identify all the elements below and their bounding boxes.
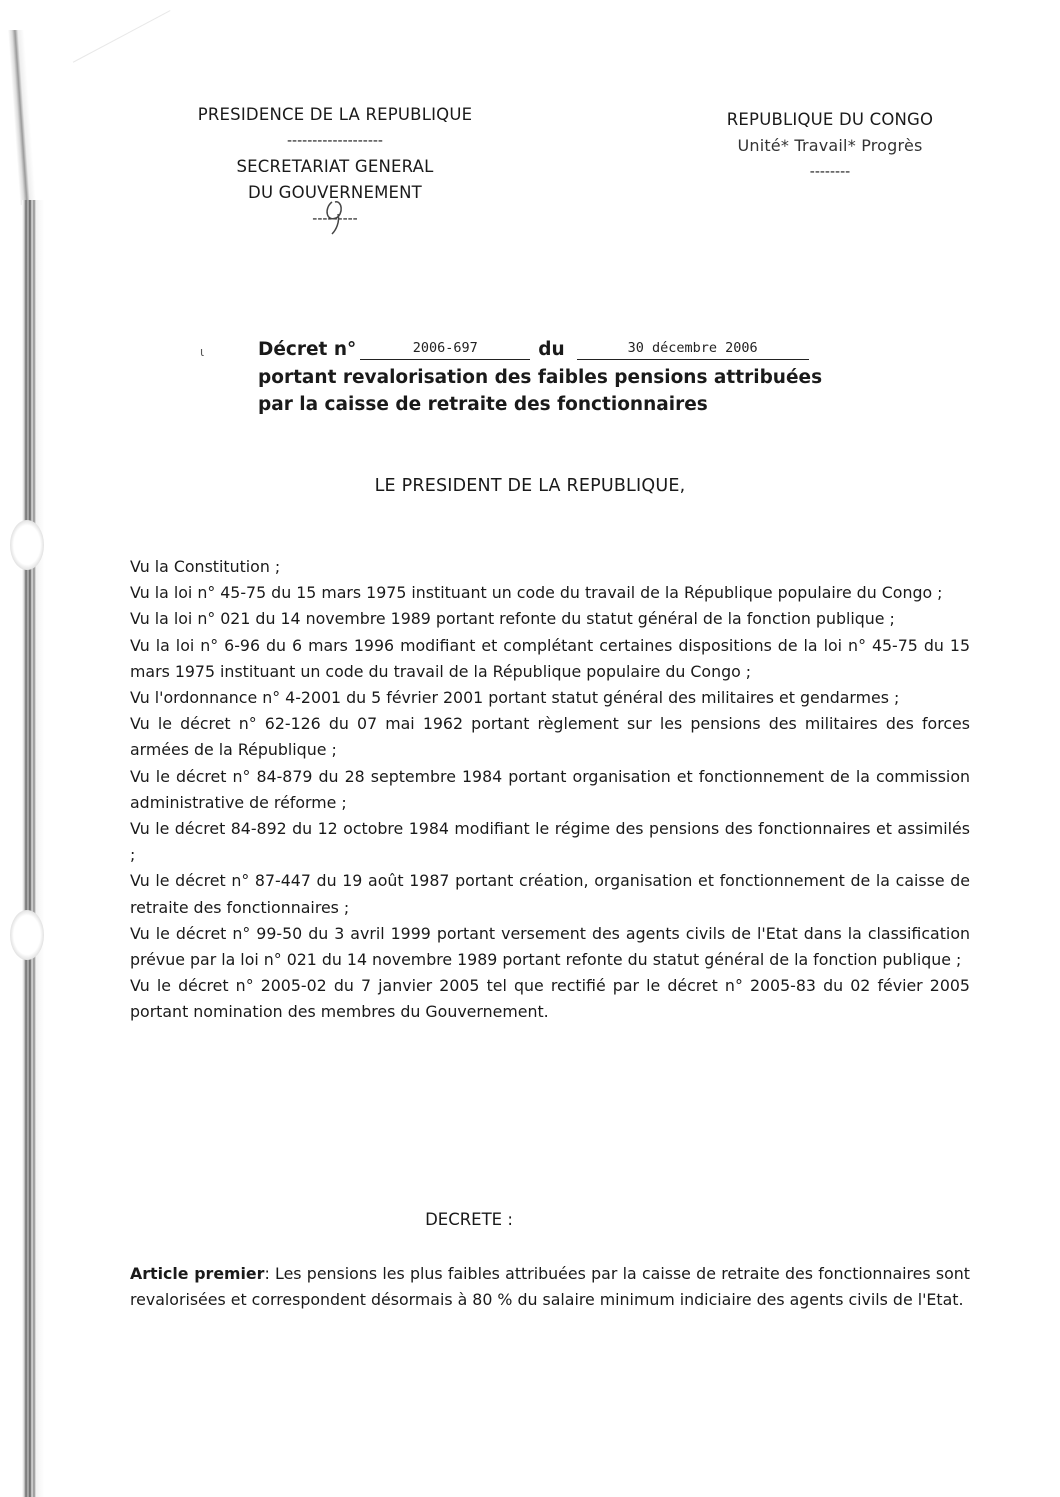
decree-title-line-2: par la caisse de retraite des fonctionnaires <box>258 394 708 415</box>
visa-item: Vu le décret n° 84-879 du 28 septembre 1984 portant organisation et fonctionnement de la commission administrative de réforme ; <box>130 766 970 812</box>
visas-list <box>130 554 970 1026</box>
country-name: REPUBLIQUE DU CONGO <box>726 110 934 129</box>
visa-item: Vu l'ordonnance n° 4-2001 du 5 février 2001 portant statut général des militaires et gendarmes ; <box>130 688 900 708</box>
decree-date-value: 30 décembre 2006 <box>577 340 809 360</box>
issuer-separator-bottom: --------- <box>312 211 358 227</box>
decree-heading <box>258 330 838 420</box>
binding-shadow <box>22 200 44 1497</box>
country-motto: Unité* Travail* Progrès <box>737 136 923 155</box>
country-header <box>690 107 970 185</box>
visa-item: Vu le décret n° 87-447 du 19 août 1987 portant création, organisation et fonctionnement de la caisse de retraite des fonctionnaires ; <box>130 871 970 917</box>
article-text: : Les pensions les plus faibles attribuées par la caisse de retraite des fonctionnaires sont revalorisées et correspondent désormais à 80 % du salaire minimum indiciaire des agents civils de l'Etat. <box>130 1264 971 1310</box>
decree-title-line-1: portant revalorisation des faibles pensions attribuées <box>258 367 823 388</box>
corner-fold-mark <box>40 0 170 63</box>
decree-number-label: Décret n° <box>258 339 357 360</box>
visa-item: Vu la loi n° 6-96 du 6 mars 1996 modifiant et complétant certaines dispositions de la loi n° 45-75 du 15 mars 1975 instituant un code du travail de la République populaire du Congo ; <box>130 635 970 681</box>
visa-item: Vu le décret n° 2005-02 du 7 janvier 2005 tel que rectifié par le décret n° 2005-83 du 02 févier 2005 portant nomination des membres du Gouvernement. <box>130 976 970 1022</box>
issuer-line-secretariat: SECRETARIAT GENERAL <box>236 157 434 176</box>
article-premier <box>130 1261 970 1313</box>
handwritten-initial-mark <box>318 192 358 236</box>
visa-item: Vu le décret n° 99-50 du 3 avril 1999 portant versement des agents civils de l'Etat dans la classification prévue par la loi n° 021 du 14 novembre 1989 portant refonte du statut général de la fonction publique ; <box>130 923 970 970</box>
visa-item: Vu la loi n° 45-75 du 15 mars 1975 instituant un code du travail de la République populaire du Congo ; <box>130 583 943 603</box>
decrete-heading-text: DECRETE : <box>425 1210 513 1229</box>
issuer-line-gouvernement: DU GOUVERNEMENT <box>248 183 422 202</box>
president-heading-text: LE PRESIDENT DE LA REPUBLIQUE, <box>374 476 686 496</box>
president-heading <box>0 476 1060 496</box>
article-label: Article premier <box>130 1264 265 1283</box>
visa-item: Vu la Constitution ; <box>130 557 281 576</box>
visa-item: Vu le décret 84-892 du 12 octobre 1984 modifiant le régime des pensions des fonctionnaires et assimilés ; <box>130 819 970 865</box>
punch-hole-bottom <box>10 910 44 960</box>
decree-date-label: du <box>538 339 565 360</box>
binding-shadow-top <box>8 30 36 205</box>
visa-item: Vu la loi n° 021 du 14 novembre 1989 portant refonte du statut général de la fonction publique ; <box>130 609 895 629</box>
country-separator: -------- <box>809 164 851 180</box>
punch-hole-top <box>10 520 44 570</box>
issuer-line-presidence: PRESIDENCE DE LA REPUBLIQUE <box>197 105 473 124</box>
stray-mark: ι <box>200 345 205 359</box>
visa-item: Vu le décret n° 62-126 du 07 mai 1962 portant règlement sur les pensions des militaires des forces armées de la République ; <box>130 714 970 760</box>
decree-number-line <box>258 330 838 360</box>
decree-number-value: 2006-697 <box>360 340 530 360</box>
issuer-separator: ------------------- <box>287 133 383 149</box>
decrete-heading <box>0 1210 1060 1229</box>
